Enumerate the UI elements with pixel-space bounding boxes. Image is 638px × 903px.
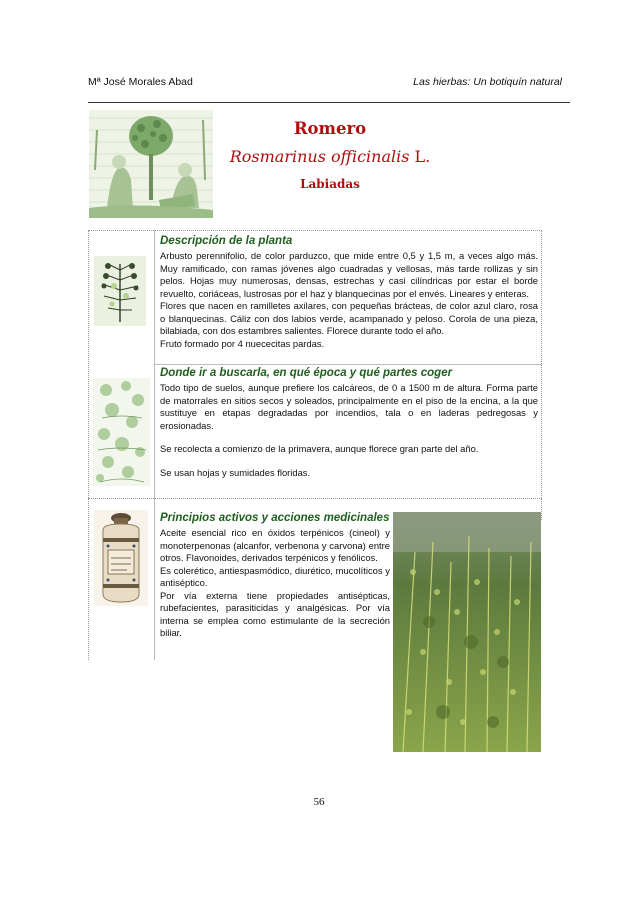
row-divider-1 <box>154 364 542 365</box>
principles-paragraph-1: Aceite esencial rico en óxidos terpénicos (cineol) y monoterpenonas (alcanfor, verbenona y carvona) entre otros. Flavonoides, derivados terpénicos y fenólicos. <box>160 527 390 563</box>
page-number: 56 <box>313 796 325 808</box>
habitat-paragraph-1: Todo tipo de suelos, aunque prefiere los calcáreos, de 0 a 1500 m de altura. Forma parte de matorrales en sitios secos y soleados, principalmente en el piso de la encina, a la que sustituye en etapas degradadas por incendios, tala o en laderas pedregosas y erosionadas. <box>160 382 538 431</box>
scientific-name-text: Rosmarinus officinalis <box>229 147 410 166</box>
description-paragraph-1: Arbusto perennifolio, de color parduzco, que mide entre 0,5 y 1,5 m, a veces algo más. Muy ramificado, con ramas jóvenes algo cuadradas y vellosas, más tarde rollizas y sin pelos. Hojas muy numerosas, densas, estrechas y casi cilíndricas por estar el borde revuelto, coriáceas, lustrosas por el haz y blanquecinas por el envés. Lineares y enteras. <box>160 250 538 299</box>
principles-paragraph-2: Es colerético, antiespasmódico, diurético, mucolíticos y antiséptico. <box>160 564 390 588</box>
apothecary-jar-illustration <box>94 510 148 606</box>
table-border-right <box>541 230 542 520</box>
author-name: Mª José Morales Abad <box>88 76 193 88</box>
table-border-left <box>88 230 89 660</box>
row-divider-2 <box>88 498 542 499</box>
authority: L. <box>409 147 431 166</box>
page-header <box>88 72 570 103</box>
rosemary-sprig-illustration <box>94 256 146 326</box>
section-description <box>160 235 538 350</box>
section-heading-active-principles: Principios activos y acciones medicinales <box>160 512 390 524</box>
section-active-principles <box>160 512 390 640</box>
habitat-paragraph-3: Se usan hojas y sumidades floridas. <box>160 466 311 478</box>
table-border-top <box>88 230 542 231</box>
habitat-paragraph-2: Se recolecta a comienzo de la primavera, aunque florece gran parte del año. <box>160 443 479 454</box>
table-column-divider <box>154 230 155 660</box>
scientific-name <box>190 146 470 168</box>
description-paragraph-3: Fruto formado por 4 nuececitas pardas. <box>160 337 325 349</box>
rosemary-photo <box>393 512 541 752</box>
principles-paragraph-3: Por vía externa tiene propiedades antisépticas, rubefacientes, parasiticidas y analgésicas. Por vía interna se emplea como estimulante de la secreción biliar. <box>160 589 390 638</box>
habitat-illustration <box>92 378 150 486</box>
description-paragraph-2: Flores que nacen en ramilletes axilares, con pequeñas brácteas, de color azul claro, rosa o blanquecinas. Cáliz con dos labios verde, acampanado y peloso. Corola de una pieza, bilabiada, con dos estambres salientes. Florece durante todo el año. <box>160 300 538 336</box>
section-habitat <box>160 367 538 479</box>
common-name: Romero <box>293 119 367 138</box>
section-heading-habitat: Donde ir a buscarla, en qué época y qué partes coger <box>160 367 453 379</box>
plant-family: Labiadas <box>300 177 360 191</box>
section-heading-description: Descripción de la planta <box>160 235 293 247</box>
book-title: Las hierbas: Un botiquín natural <box>413 76 562 88</box>
plant-title-block <box>230 118 430 192</box>
